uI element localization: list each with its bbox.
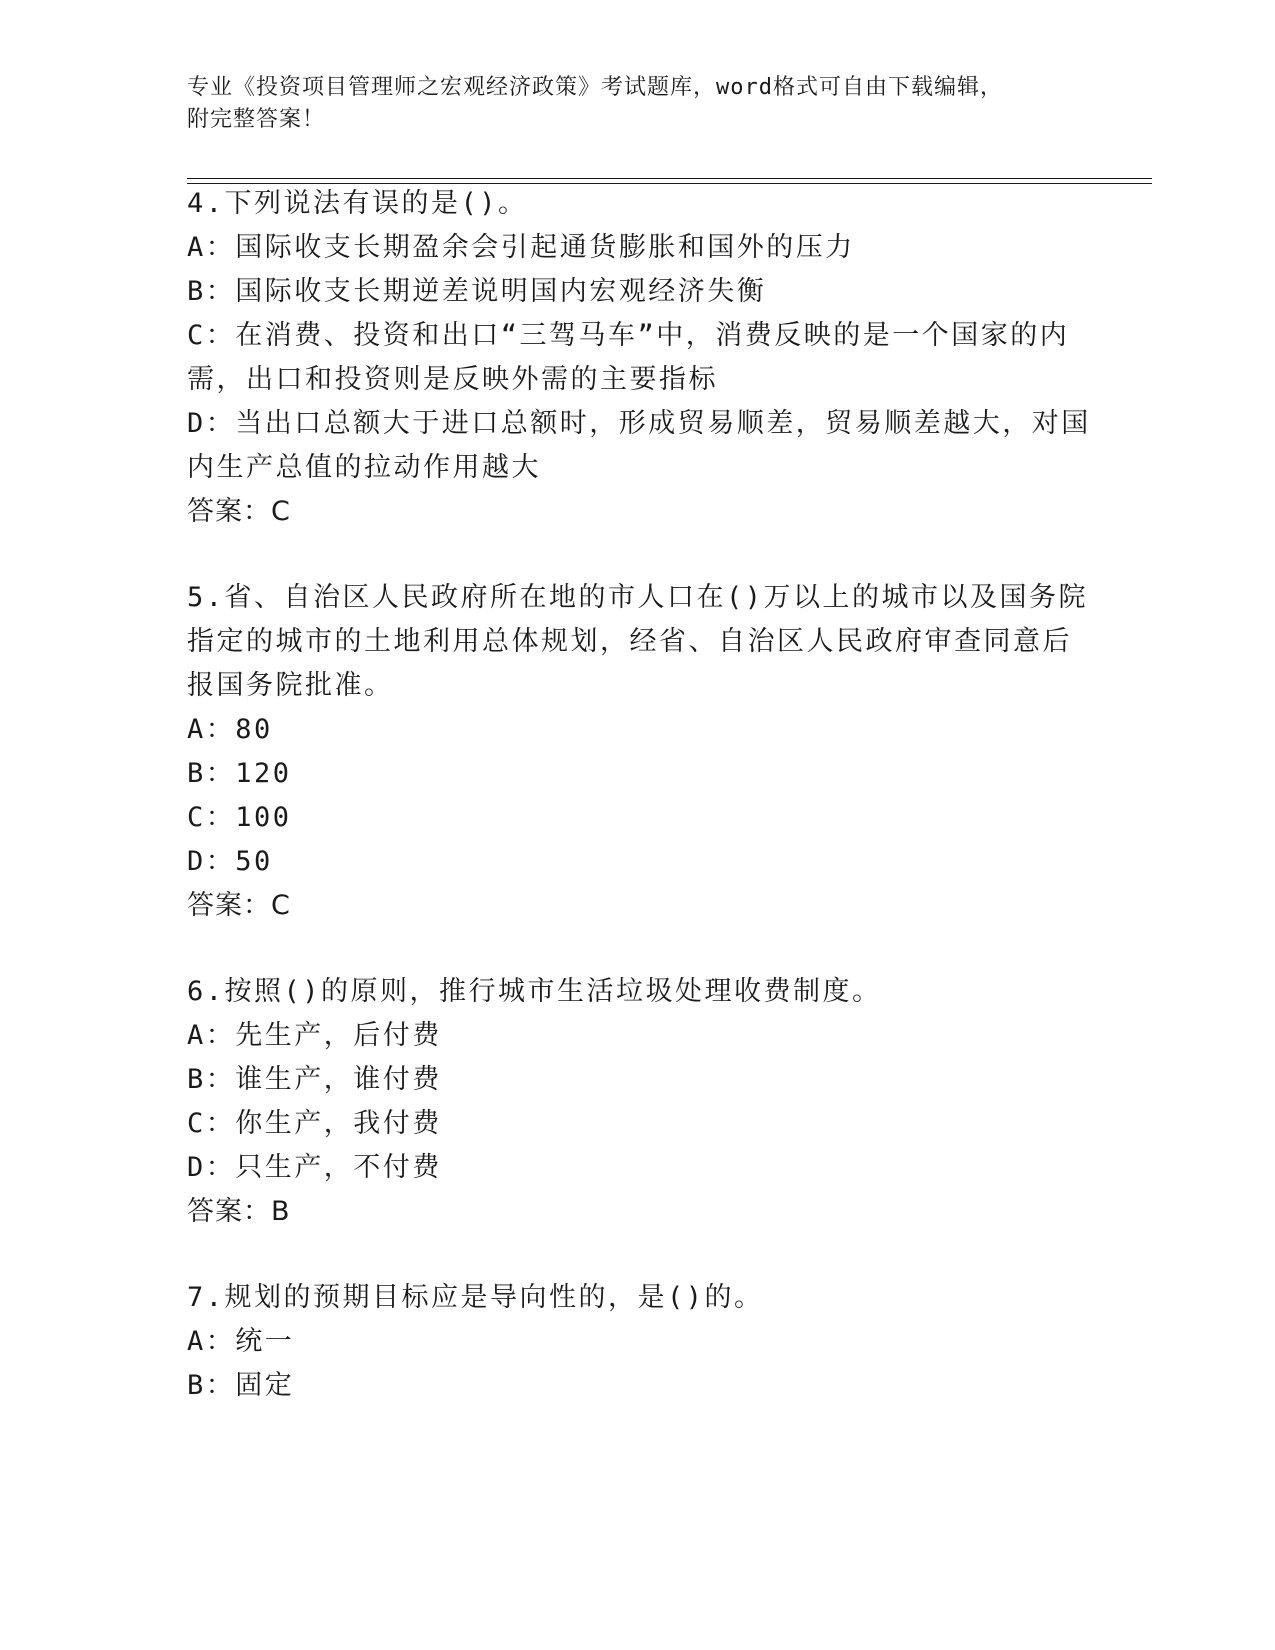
header-line: 专业《投资项目管理师之宏观经济政策》考试题库，word格式可自由下载编辑，	[187, 75, 1003, 100]
option-a: A：先生产，后付费	[187, 1020, 442, 1051]
option-b: B：固定	[187, 1370, 295, 1401]
option-c: 需，出口和投资则是反映外需的主要指标	[187, 364, 718, 395]
option-b: B：120	[187, 758, 292, 789]
option-c: C：100	[187, 802, 292, 833]
question-stem: 4.下列说法有误的是()。	[187, 188, 528, 219]
option-c: C：在消费、投资和出口“三驾马车”中，消费反映的是一个国家的内	[187, 320, 1070, 351]
option-d: D：当出口总额大于进口总额时，形成贸易顺差，贸易顺差越大，对国	[187, 408, 1091, 439]
question-stem: 6.按照()的原则，推行城市生活垃圾处理收费制度。	[187, 976, 882, 1007]
option-d: D：50	[187, 846, 273, 877]
option-d: D：只生产，不付费	[187, 1152, 442, 1183]
option-a: A：国际收支长期盈余会引起通货膨胀和国外的压力	[187, 232, 855, 263]
option-a: A：80	[187, 714, 273, 745]
option-b: B：国际收支长期逆差说明国内宏观经济失衡	[187, 276, 767, 307]
answer-label: 答案：C	[187, 496, 291, 527]
header-divider	[187, 183, 1152, 184]
option-b: B：谁生产，谁付费	[187, 1064, 442, 1095]
question-stem: 报国务院批准。	[187, 670, 394, 701]
option-c: C：你生产，我付费	[187, 1108, 442, 1139]
answer-label: 答案：C	[187, 890, 291, 921]
question-stem: 7.规划的预期目标应是导向性的，是()的。	[187, 1282, 764, 1313]
document-header	[187, 72, 1067, 136]
header-divider	[187, 178, 1152, 179]
option-d: 内生产总值的拉动作用越大	[187, 452, 541, 483]
header-line: 附完整答案！	[187, 107, 326, 132]
question-stem: 5.省、自治区人民政府所在地的市人口在()万以上的城市以及国务院	[187, 582, 1089, 613]
answer-label: 答案：B	[187, 1196, 291, 1227]
option-a: A：统一	[187, 1326, 295, 1357]
question-stem: 指定的城市的土地利用总体规划，经省、自治区人民政府审查同意后	[187, 626, 1072, 657]
